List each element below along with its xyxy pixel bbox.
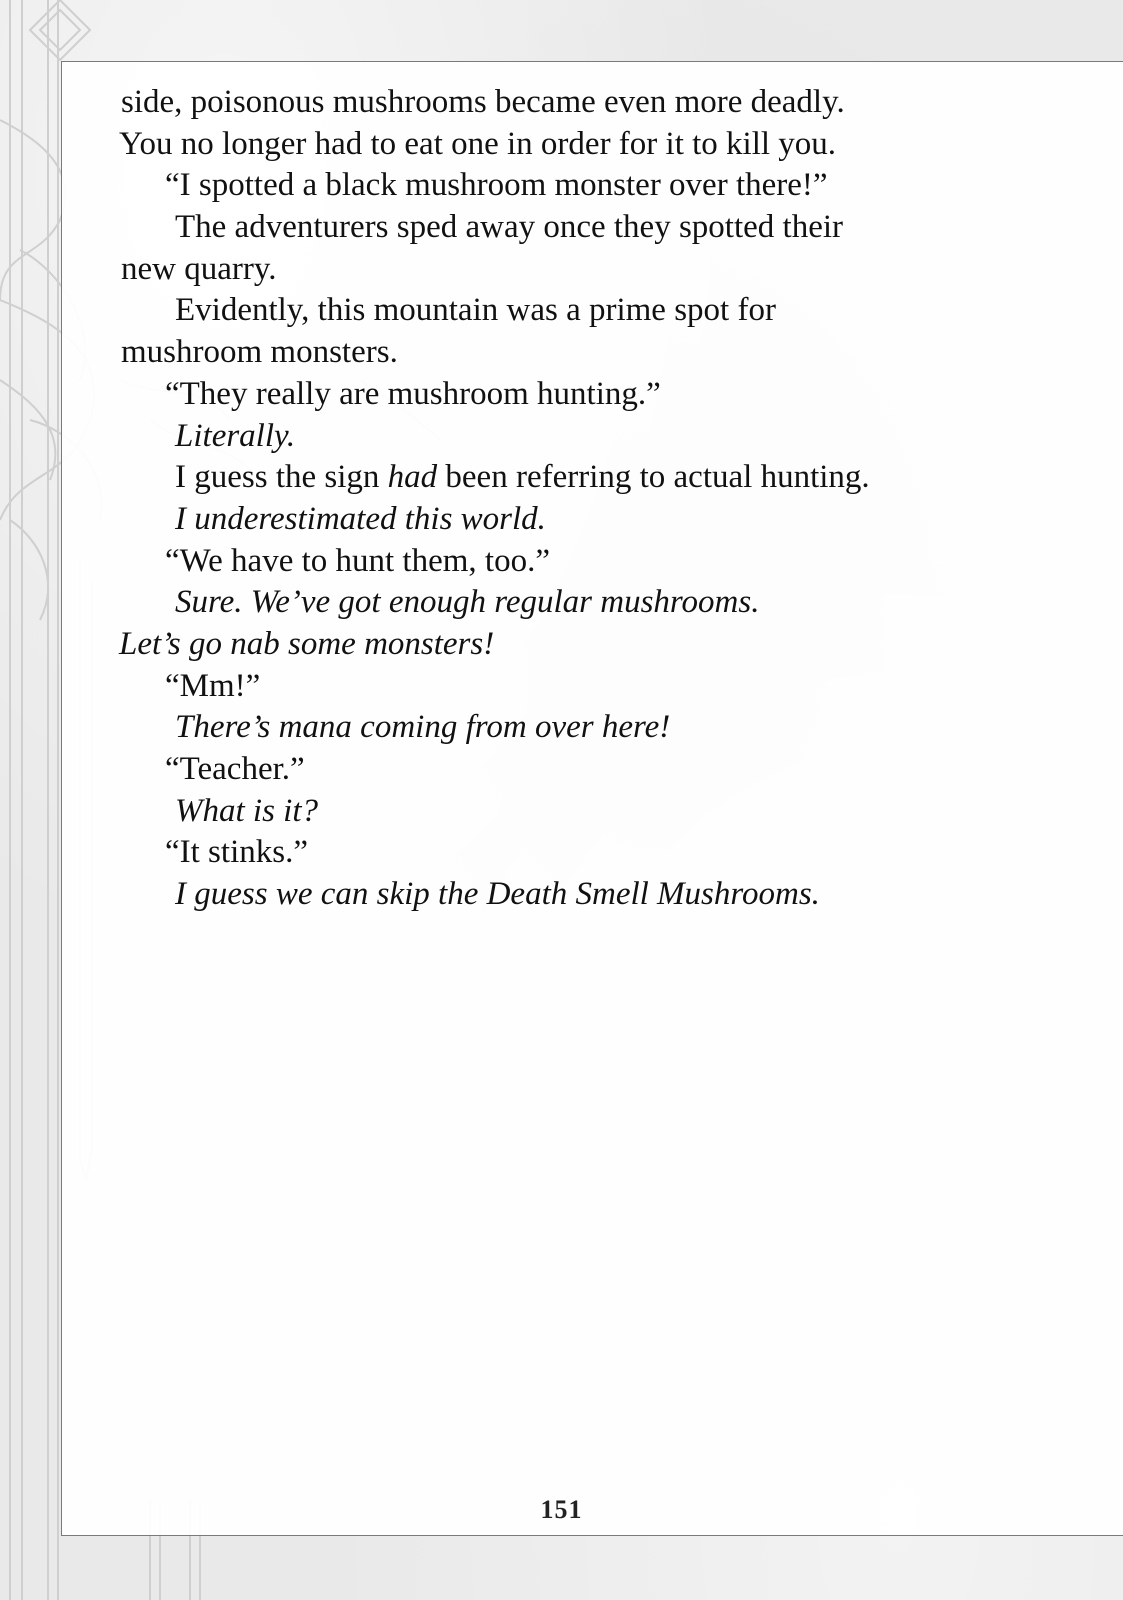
thought-line: I guess we can skip the Death Smell Mushrooms.	[175, 876, 820, 913]
text-line: Evidently, this mountain was a prime spot for	[175, 292, 776, 329]
dialogue-line: “Teacher.”	[165, 751, 305, 787]
text-line: mushroom monsters.	[121, 334, 398, 371]
dialogue-line: “It stinks.”	[165, 834, 308, 871]
text-segment: been referring to actual hunting.	[437, 459, 870, 496]
dialogue-line: “I spotted a black mushroom monster over there!”	[165, 167, 828, 204]
dialogue-line: “They really are mushroom hunting.”	[165, 375, 661, 412]
thought-line: Sure. We’ve got enough regular mushrooms.	[175, 584, 760, 621]
page-text	[119, 82, 1079, 916]
thought-line: Let’s go nab some monsters!	[119, 625, 495, 662]
page-number: 151	[540, 1495, 583, 1524]
text-line	[119, 457, 1079, 499]
thought-line: Literally.	[175, 417, 296, 454]
thought-line: There’s mana coming from over here!	[175, 709, 671, 746]
emphasis-word: had	[387, 459, 438, 496]
text-line: side, poisonous mushrooms became even more deadly.	[121, 84, 845, 120]
text-line: You no longer had to eat one in order for it to kill you.	[119, 125, 837, 162]
text-line: new quarry.	[121, 250, 277, 287]
thought-line: What is it?	[175, 792, 319, 829]
text-segment: I guess the sign	[175, 459, 388, 496]
text-line: The adventurers sped away once they spotted their	[175, 209, 844, 246]
dialogue-line: “Mm!”	[165, 667, 261, 704]
thought-line: I underestimated this world.	[175, 500, 546, 537]
dialogue-line: “We have to hunt them, too.”	[165, 542, 550, 579]
